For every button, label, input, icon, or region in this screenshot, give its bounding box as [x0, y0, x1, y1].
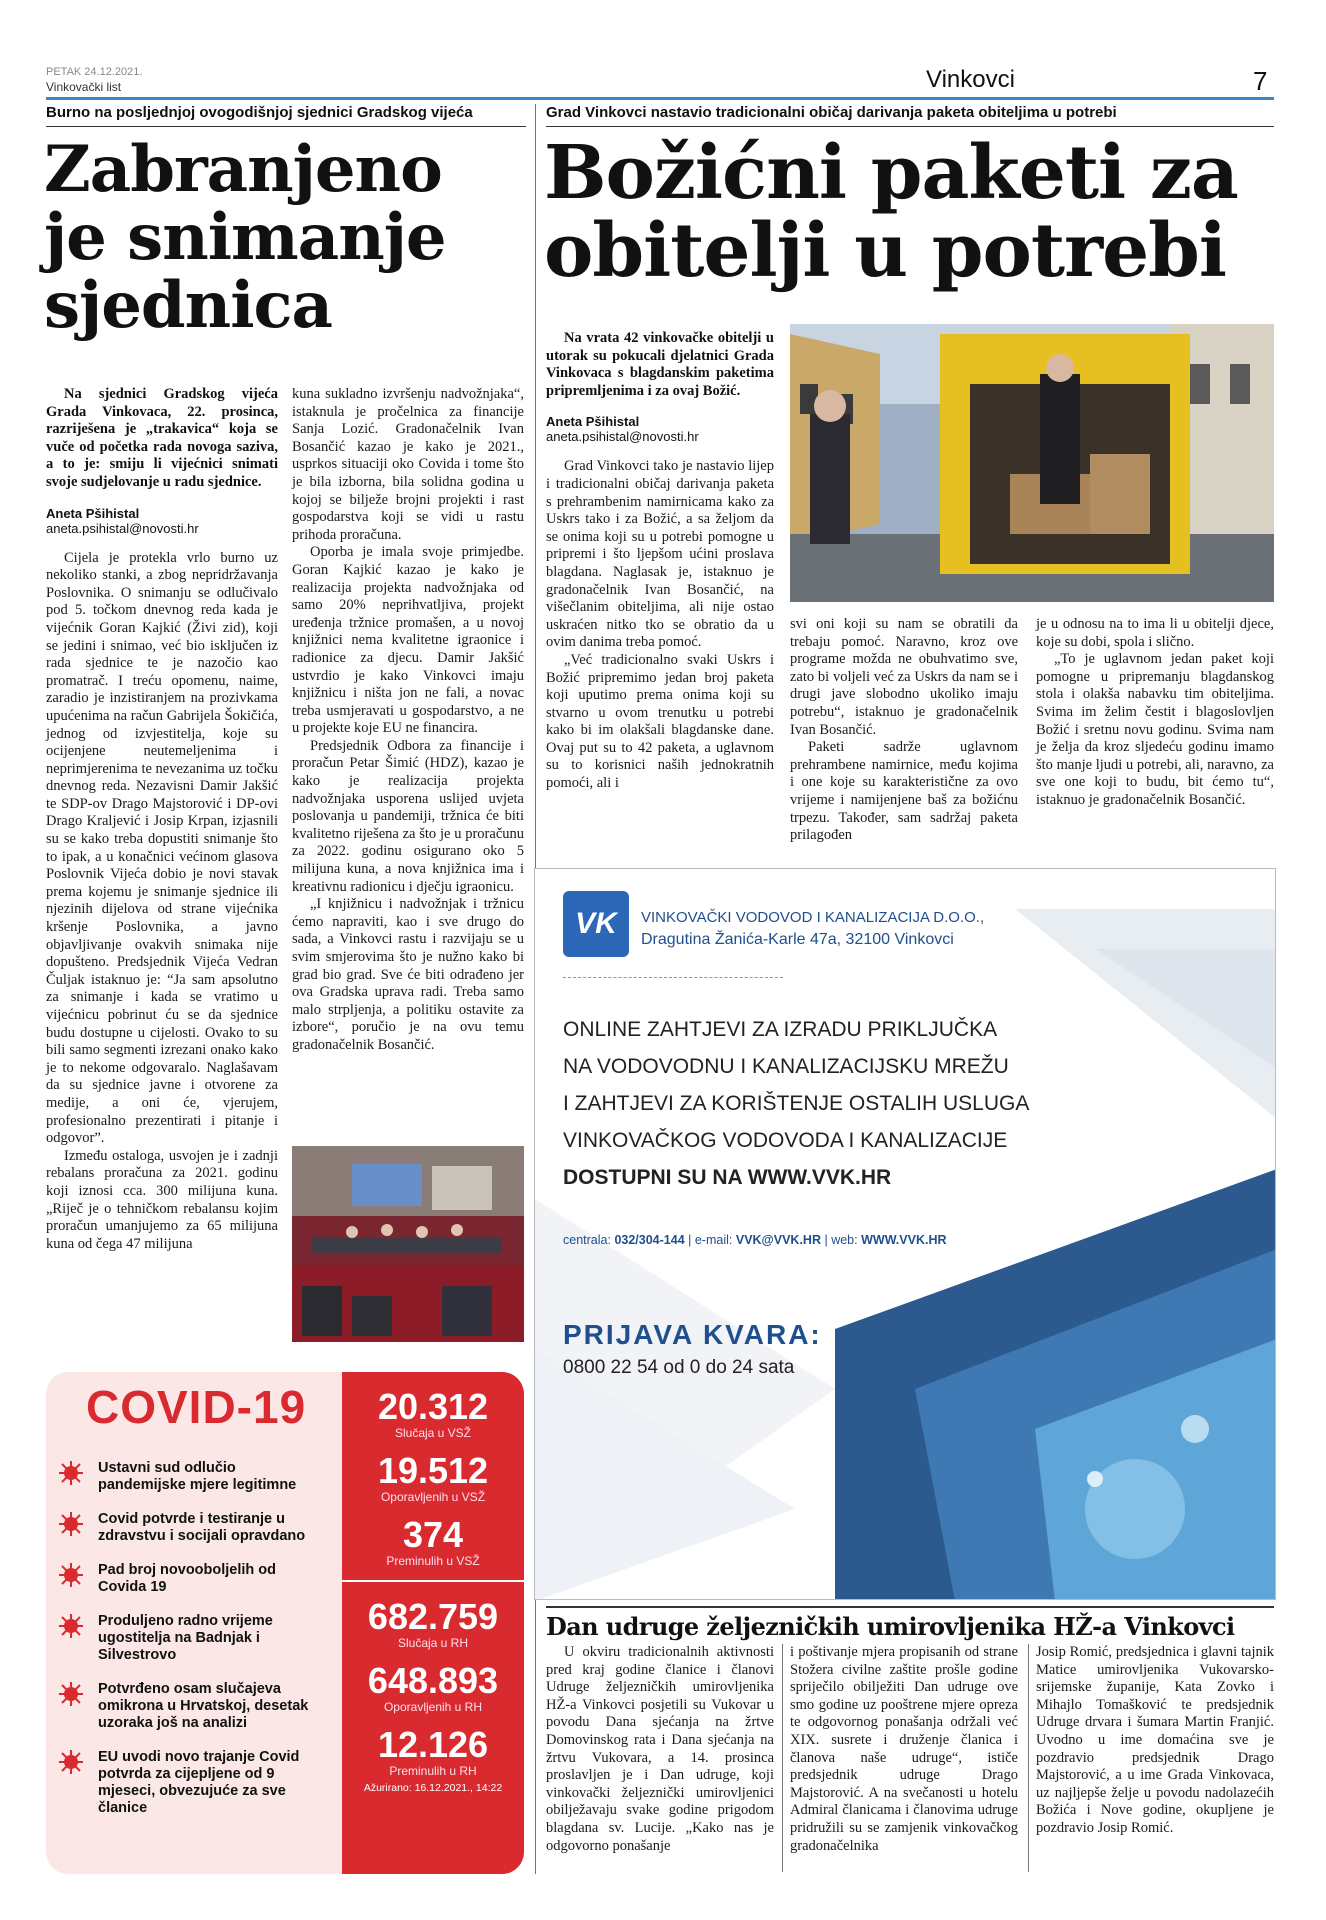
issue-date: PETAK 24.12.2021.	[46, 66, 143, 78]
ad-company-name: VINKOVAČKI VODOVOD I KANALIZACIJA D.O.O.,	[641, 909, 985, 926]
covid-news-item: Covid potvrde i testiranje u zdravstvu i socijali opravdano	[58, 1511, 316, 1545]
article1-body-col1: Cijela je protekla vrlo burno uz nekoliko stanki, a zbog nepridržavanja Poslovnika. O snimanju se odlučivalo pod 5. točkom dnevnog reda kada je vijećnik Goran Kajkić (Živi zid), koji se jedini i snimao, već bio isključen iz rada sjednice te je nazočio kao promatrač. I treću opomenu, naime, zaradio je inzistiranjem na prozivkama upućenima na račun Gabrijela Šokičića, jednog od izvjestitelja, koje su ocijenjene neutemeljenima i neprimjerenima te nevezanima uz točku dnevnog reda. Nezavisni Damir Jakšić te SDP-ov Drago Majstorović i DP-ovi Drago Kraljević i Josip Krpan, izjasnili su se kako treba dopustiti snimanje što to ipak, a u konačnici većinom glasova Poslovnik Vijeća dobio je novi stavak prema kojemu je snimanje sjednice ili njezinih dijelova od strane vijećnika kršenje Poslovnika, a javno objavljivanje ovakvih snimaka nije dopušteno. Predsjednik Vijeća Vedran Čuljak istaknuo je: “Ja sam apsolutno za snimanje i kada se vratimo u vijećnicu pobrinut ću se da sjednice budu dostupne u cijelosti. Ovako to su bili samo segmenti izrezani onako kako je to nekome odgovaralo. Naglašavam da su sjednice javne i otvorene za medije, a oni će, vjerujem, profesionalno prezentirati i pitanje i odgovor”. Između ostaloga, usvojen je i zadnji rebalans proračuna za 2021. godinu koji iznosi cca. 300 milijuna kuna. „Riječ je o tehničkom rebalansu kojim proračun umanjujemo za 65 milijuna kuna od čega 47 milijuna	[46, 549, 278, 1252]
article3-divider1	[782, 1644, 783, 1872]
article2-email[interactable]: aneta.psihistal@novosti.hr	[546, 429, 699, 445]
article2-col1	[546, 330, 774, 793]
article3-divider2	[1028, 1644, 1029, 1872]
council-session-photo	[292, 1146, 524, 1342]
ad-fault-title: PRIJAVA KVARA:	[563, 1319, 822, 1350]
virus-icon	[58, 1511, 84, 1537]
stat-label: Slučaja u VSŽ	[394, 1426, 472, 1440]
article1-email[interactable]: aneta.psihistal@novosti.hr	[46, 520, 199, 536]
stats-divider	[342, 1580, 524, 1582]
article2-headline: Božićni paketi za obitelji u potrebi	[544, 130, 1238, 294]
article1-author: Aneta Pšihistal	[46, 505, 140, 521]
ad-fault-phone[interactable]: 0800 22 54 od 0 do 24 sata	[563, 1357, 795, 1378]
covid-title: COVID-19	[86, 1381, 307, 1433]
gift-packages-van-photo	[790, 324, 1274, 602]
covid-news-item: Pad broj novooboljelih od Covida 19	[58, 1562, 316, 1596]
article1-col2: kuna sukladno izvršenju nadvožnjaka“, istaknula je pročelnica za financije Sanja Lozić. Gradonačelnik Ivan Bosančić kazao je kako je 2021., usprkos situaciji oko Covida i tome što je bila izborna, bila solidna godina u kojoj se bilježe brojni projekti i rast gospodarstva koji se vidi u rastu prihoda proračuna. Oporba je imala svoje primjedbe. Goran Kajkić kazao je kako je realizacija projekta nadvožnjaka od samo 20% neprihvatljiva, projekt uređenja tržnice promašen, a u novoj knjižnici nema kvalitetne igraonice i radionice za djecu. Damir Jakšić ustvrdio je kako Vinkovci imaju knjižnicu i ništa jon ne fali, a novac treba usmjeravati u gospodarstvo, a ne u projekte koje EU ne financira. Predsjednik Odbora za financije i proračun Petar Šimić (HDZ), kazao je kako je realizacija projekta nadvožnjaka usporena uslijed uvjeta poslovanja u pandemiji, tržnica će biti kvalitetno riješena za što je u proračunu za 2022. godinu osigurano oko 5 milijuna kuna, a nova knjižnica ima i kreativnu radionicu i dječju igraonicu. „I knjižnicu i nadvožnjak i tržnicu ćemo napraviti, kao i sve drugo do sada, a Vinkovci rastu i razvijaju se u svim smjerovima što je nužno kako bi grad bio grad. Sve će biti odrađeno jer ova Gradska uprava radi. Treba samo malo strpljenja, a politiku ostavite za izbore“, poručio je na ovu temu gradonačelnik Bosančić.	[292, 386, 524, 1053]
covid-box	[46, 1372, 524, 1874]
article2-author: Aneta Pšihistal	[546, 414, 640, 430]
article3-headline: Dan udruge željezničkih umirovljenika HŽ-a Vinkovci	[546, 1612, 1235, 1641]
ad-message: ONLINE ZAHTJEVI ZA IZRADU PRIKLJUČKA NA VODOVODNU I KANALIZACIJSKU MREŽU I ZAHTJEVI ZA KORIŠTENJE OSTALIH USLUGA VINKOVAČKOG VODOVODA I KANALIZACIJE DOSTUPNI SU NA WWW.VVK.HR	[563, 1018, 1030, 1189]
article3-top-rule	[546, 1606, 1274, 1608]
article3-col1: U okviru tradicionalnih aktivnosti pred kraj godine članice i članovi Udruge željezničkih umirovljenika HŽ-a Vinkovci posjetili su Vukovar u povodu Dana sjećanja na žrtve Domovinskog rata i Dana sjećanja na žrtvu Vukovara, a 14. prosinca proslavljen je i Dan udruge, koji vinkovački željeznički umirovljenici obilježavaju svake godine prigodom blagdana sv. Lucije. „Kako nas je odgovorno ponašanje	[546, 1644, 774, 1854]
article1-col1	[46, 386, 278, 1253]
van-photo-illustration	[790, 324, 1274, 602]
article2-lead: Na vrata 42 vinkovačke obitelji u utorak su pokucali djelatnici Grada Vinkovaca s blagdanskim paketima pripremljenima i za ovaj Božić.	[546, 330, 774, 399]
page-number: 7	[1253, 66, 1268, 96]
article1-kicker-rule	[46, 126, 526, 127]
covid-news-item: Potvrđeno osam slučajeva omikrona u Hrvatskoj, desetak uzoraka još na analizi	[58, 1681, 316, 1732]
ad-dashes	[563, 977, 783, 978]
covid-news-item: Produljeno radno vrijeme ugostitelja na Badnjak i Silvestrovo	[58, 1613, 316, 1664]
covid-news-item: Ustavni sud odlučio pandemijske mjere legitimne	[58, 1460, 316, 1494]
ad-contacts: centrala: 032/304-144 | e-mail: VVK@VVK.HR | web: WWW.VVK.HR	[563, 1233, 947, 1247]
vvk-advertisement[interactable]	[534, 868, 1276, 1600]
article2-kicker-rule	[546, 126, 1274, 127]
stat-label: Preminulih u RH	[389, 1764, 477, 1778]
vvk-logo-text: VK	[575, 907, 617, 940]
article1-kicker: Burno na posljednjoj ovogodišnjoj sjednici Gradskog vijeća	[46, 104, 473, 121]
article3-col3: Josip Romić, predsjednica i glavni tajnik Matice umirovljenika Vukovarsko-srijemske županije, Kata Zovko i Mihajlo Tomašković te predsjednik Udruge drvara i šumara Martin Franjić. Uvodno u ime domaćina sve je pozdravio predsjednik Drago Majstorović, a u ime Grada Vinkovaca, uz najljepše želje u povodu nadolazećih Božića i Nove godine, okupljene je pozdravio Josip Romić.	[1036, 1644, 1274, 1836]
article3-col2: i poštivanje mjera propisanih od strane Stožera civilne zaštite prošle godine spriječilo obilježiti Dan udruge ove smo godine uz pooštrene mjere opreza te odgovornog ponašanja održali već XIX. susrete i druženje članica i članova naše udruge“, ističe predsjednik udruge Drago Majstorović. A na svečanosti u hotelu Admiral članicama i članovima udruge pridružili su se zamjenik vinkovačkog gradonačelnika	[790, 1644, 1018, 1854]
stat-value: 20.312	[377, 1386, 489, 1427]
council-photo-illustration	[292, 1146, 524, 1342]
virus-icon	[58, 1460, 84, 1486]
stat-value: 19.512	[377, 1450, 489, 1491]
stat-value: 374	[402, 1514, 464, 1555]
article2-kicker: Grad Vinkovci nastavio tradicionalni običaj darivanja paketa obiteljima u potrebi	[546, 104, 1117, 121]
masthead	[46, 66, 1274, 100]
stat-label: Oporavljenih u RH	[383, 1700, 483, 1714]
covid-stats-panel	[342, 1372, 524, 1874]
article2-col2: svi oni koji su nam se obratili da trebaju pomoć. Naravno, kroz ove programe možda ne obuhvatimo sve, zato bi voljeli već za Uskrs da nam se i drugi jave slobodno ukoliko imaju potrebu“, istaknuo je gradonačelnik Ivan Bosančić. Paketi sadrže uglavnom prehrambene namirnice, među kojima i one koje su karakteristične za ovo vrijeme i namijenjene baš za božićnu trpezu. Također, sam sadržaj paketa prilagođen	[790, 616, 1018, 844]
virus-icon	[58, 1681, 84, 1707]
vvk-logo	[563, 891, 629, 957]
paper-name: Vinkovački list	[46, 80, 122, 94]
article2-body-col1: Grad Vinkovci tako je nastavio lijep i tradicionalni običaj darivanja paketa s prehrambenim namirnicama kako za Uskrs tako i za Božić, a sa željom da se onima koji su u potrebi pomogne u pripremi i što ljepšom ućini proslava blagdana. Naglasak je, istaknuo je gradonačelnik Ivan Bosančić, na višečlanim obiteljima, ali nije ostao uskraćen nitko tko se obratio da u ovim danima treba pomoć. „Već tradicionalno svaki Uskrs i Božić pripremimo jedan broj paketa koji uputimo prema onima koji su stvarno u ovom trenutku u potrebi kako bi im olakšali blagdanske dane. Ovaj put su to 42 paketa, a uglavnom su to korisnici naših jednokratnih pomoći, ali i	[546, 458, 774, 792]
stat-label: Slučaja u RH	[397, 1636, 469, 1650]
covid-updated: Ažurirano: 16.12.2021., 14:22	[363, 1782, 503, 1794]
stat-value: 12.126	[377, 1724, 489, 1765]
covid-news-list	[58, 1460, 316, 1834]
masthead-rule	[46, 97, 1274, 100]
article1-headline: Zabranjeno je snimanje sjednica	[44, 132, 446, 343]
section-title: Vinkovci	[926, 66, 1015, 93]
stat-value: 682.759	[367, 1596, 499, 1637]
ad-company-address: Dragutina Žanića-Karle 47a, 32100 Vinkovci	[641, 931, 954, 948]
virus-icon	[58, 1749, 84, 1775]
article2-col3: je u odnosu na to ima li u obitelji djece, koje su dobi, spola i slično. „To je uglavnom jedan paket koji pomogne u pripremanju blagdanskog stola i olakša nabavku tim obiteljima. Svima im želim čestit i blagoslovljen Božić i sretnu novu godinu. Svima nam je želja da kroz sljedeću godinu imamo što manje ljudi u potrebi, ali, naravno, za sve one koji to budu, bit ćemo tu“, istaknuo je gradonačelnik Bosančić.	[1036, 616, 1274, 808]
virus-icon	[58, 1613, 84, 1639]
article1-lead: Na sjednici Gradskog vijeća Grada Vinkovaca, 22. prosinca, razriješena je „trakavica“ koja se vuče od početka rada novoga saziva, a to je: smiju li vijećnici snimati svoje sudjelovanje u radu sjednice.	[46, 386, 278, 490]
stat-label: Oporavljenih u VSŽ	[380, 1490, 486, 1504]
stat-value: 648.893	[367, 1660, 499, 1701]
covid-news-item: EU uvodi novo trajanje Covid potvrda za cijepljene od 9 mjeseci, obvezujuće za sve članice	[58, 1749, 316, 1817]
virus-icon	[58, 1562, 84, 1588]
stat-label: Preminulih u VSŽ	[386, 1554, 480, 1568]
